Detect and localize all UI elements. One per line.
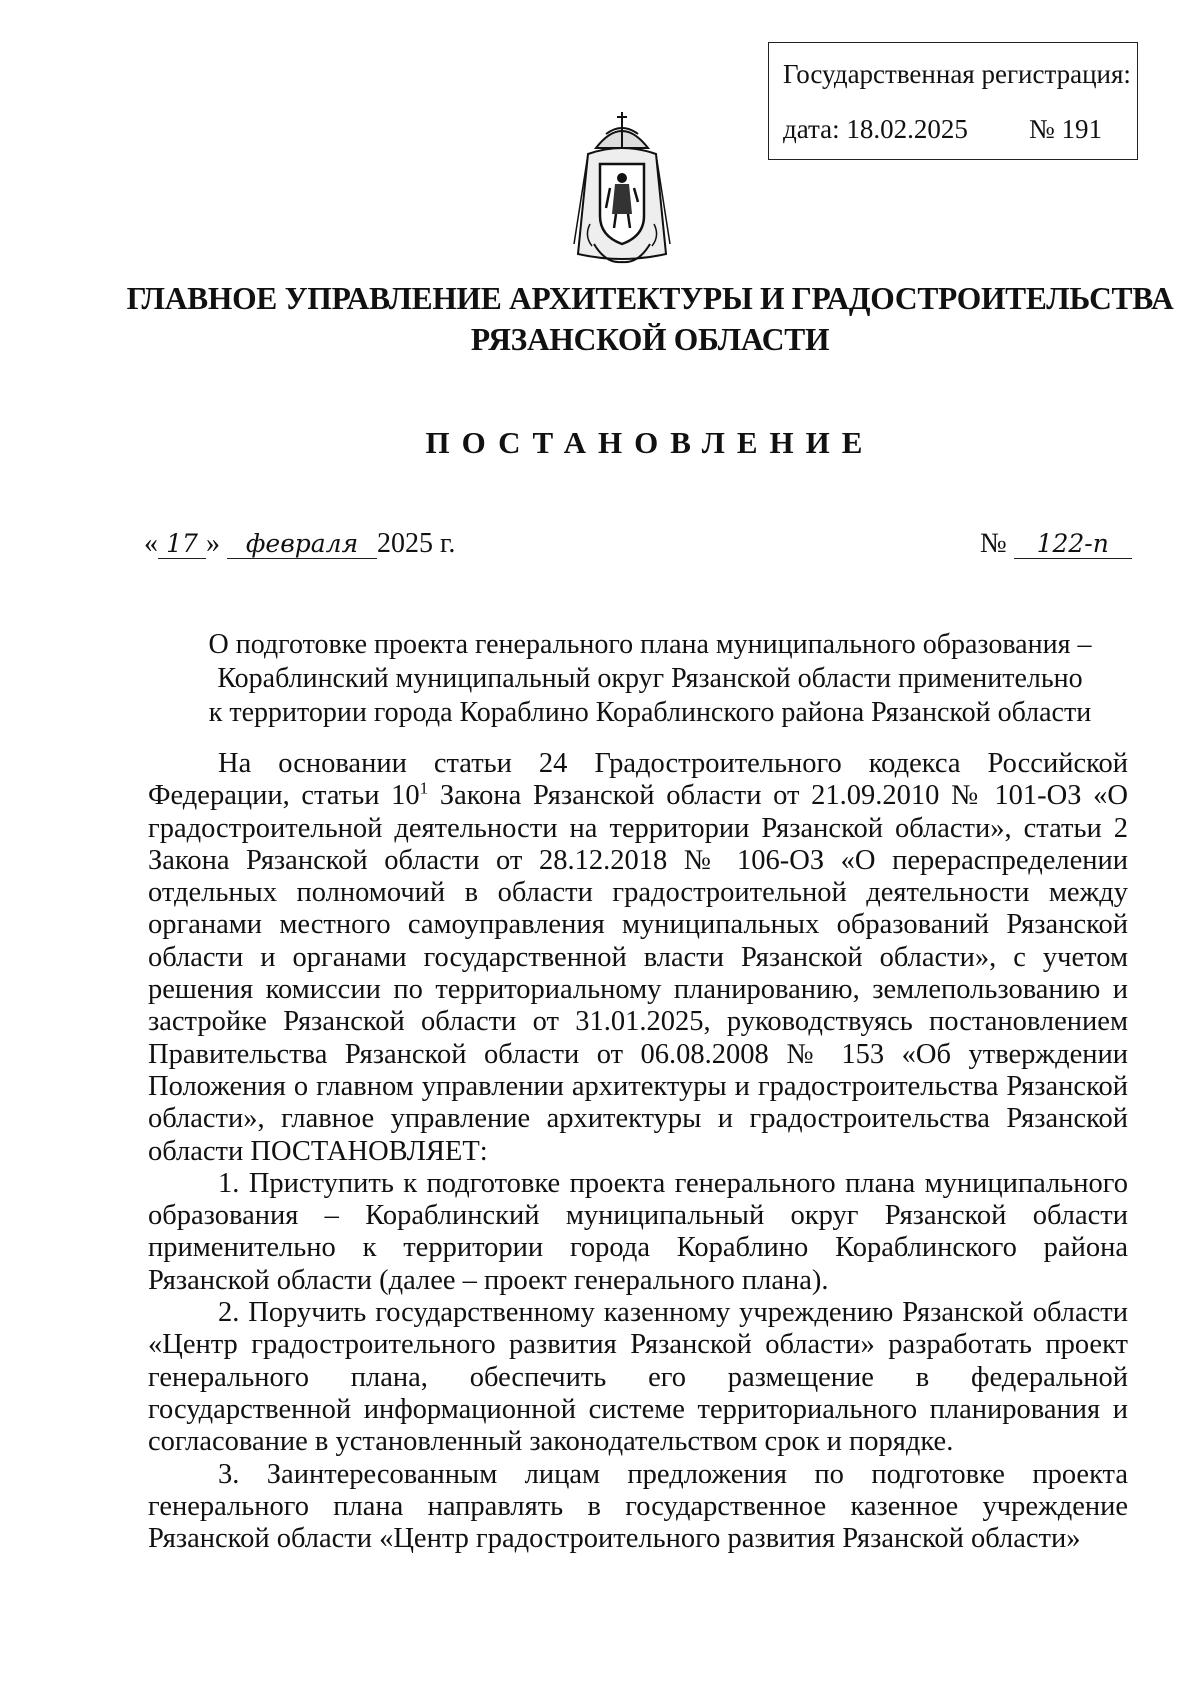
document-date: [144, 528, 455, 560]
document-number: [980, 528, 1132, 560]
preamble-text-a: На основании статьи 24 Градостроительного кодекса Российской Федерации, статьи 10: [148, 748, 1128, 812]
document-type: ПОСТАНОВЛЕНИЕ: [425, 425, 875, 460]
ryazan-coat-of-arms-icon: [566, 104, 678, 274]
quote-open: «: [144, 528, 158, 559]
agency-name: [0, 278, 1200, 360]
resolution-item-2: 2. Поручить государственному казенному учреждению Рязанской области «Центр градостроительного развития Рязанской области» разработать проект генерального плана, обеспечить его размещение в федеральной государственной информационной системе территориального планирования и согласование в установленный законодательством срок и порядке.: [148, 1297, 1128, 1458]
handwritten-number: 122-п: [1014, 531, 1132, 559]
subject-line-3: к территории города Кораблино Кораблинского района Рязанской области: [208, 697, 1092, 728]
registration-details: [783, 116, 1137, 143]
preamble-superscript: 1: [419, 778, 429, 798]
agency-line-2: РЯЗАНСКОЙ ОБЛАСТИ: [470, 322, 830, 357]
agency-line-1: ГЛАВНОЕ УПРАВЛЕНИЕ АРХИТЕКТУРЫ И ГРАДОСТРОИТЕЛЬСТВА: [126, 281, 1174, 316]
resolution-item-1: 1. Приступить к подготовке проекта генерального плана муниципального образования – Кораблинский муниципальный округ Рязанской области применительно к территории города Кораблино Кораблинского района Рязанской области (далее – проект генерального плана).: [148, 1167, 1128, 1296]
subject-line-2: Кораблинский муниципальный округ Рязанской области применительно: [217, 663, 1083, 694]
number-sign: №: [980, 528, 1007, 559]
quote-close: »: [206, 528, 220, 559]
document-body: [148, 748, 1128, 1555]
subject-line-1: О подготовке проекта генерального плана муниципального образования –: [208, 629, 1092, 660]
registration-number: № 191: [1029, 114, 1103, 144]
preamble-paragraph: [148, 748, 1128, 1168]
resolution-item-3: 3. Заинтересованным лицам предложения по подготовке проекта генерального плана направлять в государственное казенное учреждение Рязанской области «Центр градостроительного развития Рязанской области»: [148, 1458, 1128, 1555]
registration-date: дата: 18.02.2025: [783, 114, 968, 144]
preamble-text-b: Закона Рязанской области от 21.09.2010 № 101-ОЗ «О градостроительной деятельности на территории Рязанской области», статьи 2 Закона Рязанской области от 28.12.2018 № 106-ОЗ «О перераспределении отдельных полномочий в области градостроительной деятельности между органами местного самоуправления муниципальных образований Рязанской области и органами государственной власти Рязанской области», с учетом решения комиссии по территориальному планированию, землепользованию и застройке Рязанской области от 31.01.2025, руководствуясь постановлением Правительства Рязанской области от 06.08.2008 № 153 «Об утверждении Положения о главном управлении архитектуры и градостроительства Рязанской области», главное управление архитектуры и градостроительства Рязанской области ПОСТАНОВЛЯЕТ:: [148, 780, 1128, 1167]
document-year: 2025 г.: [377, 528, 456, 559]
document-subject: [170, 628, 1130, 730]
registration-title: Государственная регистрация:: [783, 59, 1131, 89]
registration-stamp: [768, 42, 1138, 160]
handwritten-day: 17: [158, 531, 206, 559]
handwritten-month: февраля: [227, 531, 377, 559]
